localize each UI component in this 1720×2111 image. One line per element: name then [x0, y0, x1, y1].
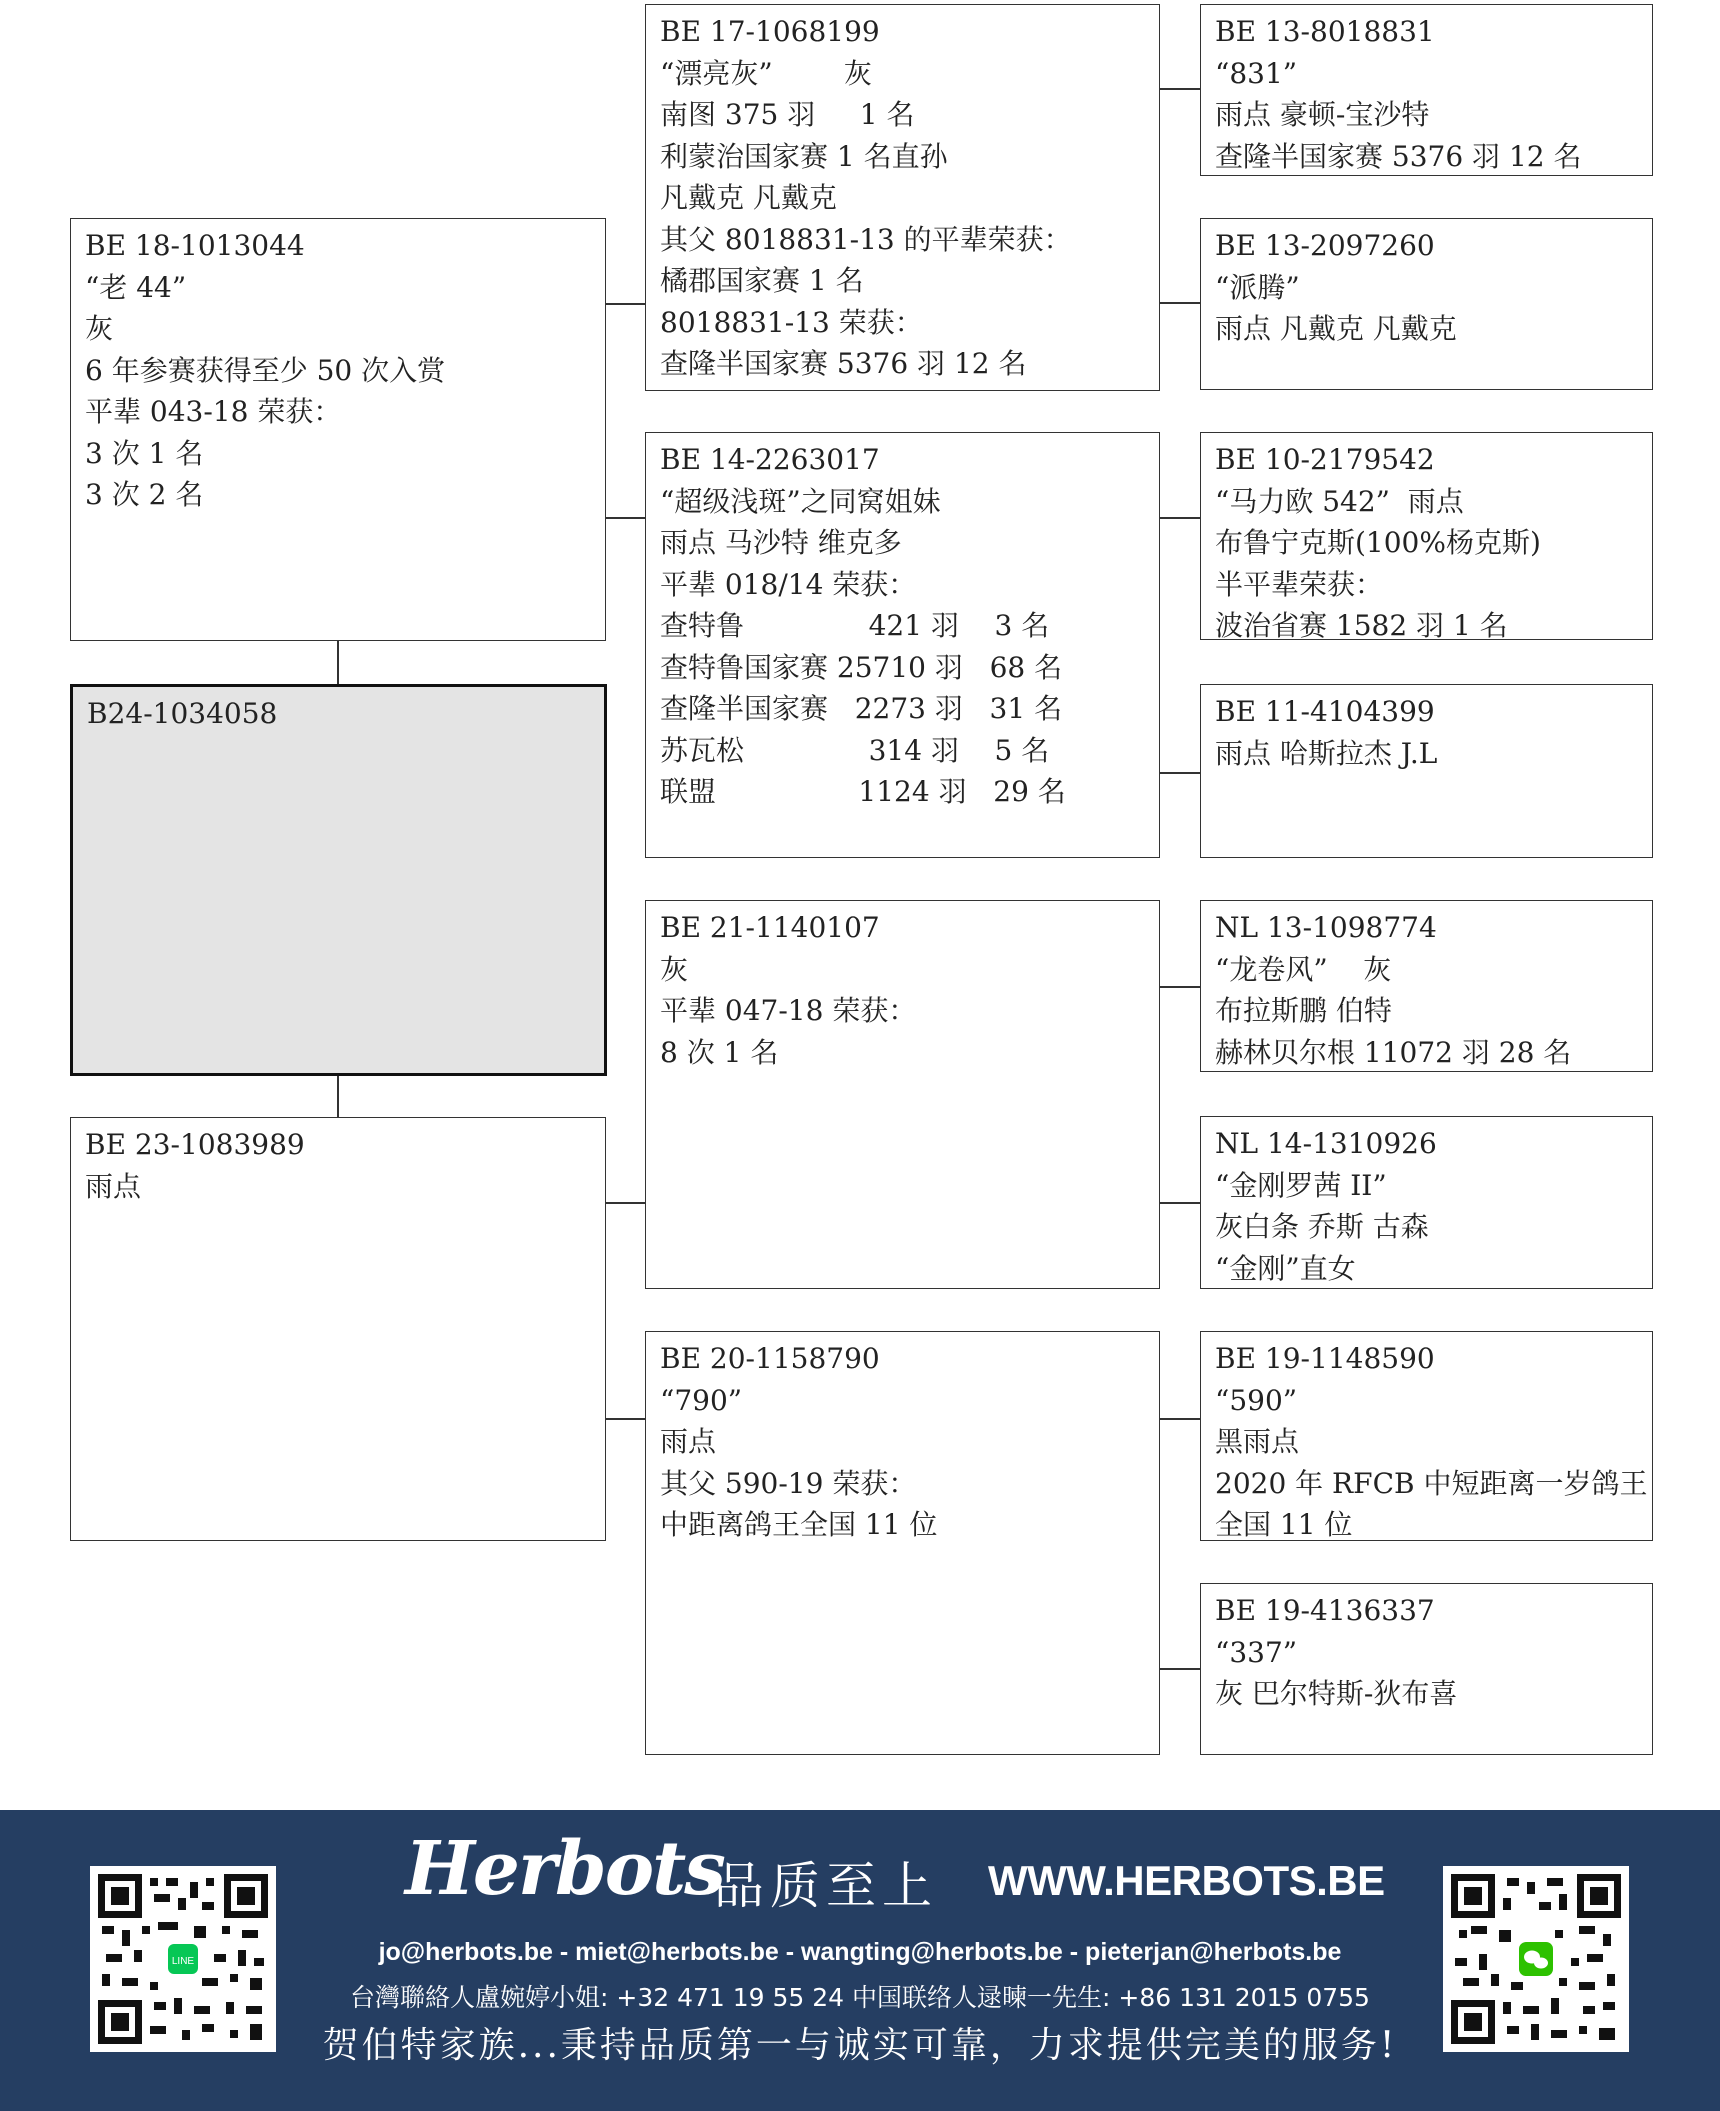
contact-phones: 台灣聯絡人盧婉婷小姐: +32 471 19 55 24 中国联络人逯暕一先生: +86 131 2015 0755 — [350, 1983, 1370, 2012]
card-line: BE 13-8018831 — [1215, 15, 1435, 48]
connector — [337, 640, 339, 686]
card-line: 其父 8018831-13 的平辈荣获： — [660, 222, 1072, 256]
card-line: BE 19-1148590 — [1215, 1342, 1435, 1375]
card-line: 灰 巴尔特斯-狄布喜 — [1215, 1677, 1458, 1710]
connector — [1159, 772, 1201, 774]
card-line: 凡戴克 凡戴克 — [660, 181, 837, 214]
card-line: BE 20-1158790 — [660, 1342, 880, 1375]
connector — [605, 517, 646, 519]
card-line: 雨点 豪顿-宝沙特 — [1215, 98, 1430, 131]
card-line: 2020 年 RFCB 中短距离一岁鸽王 — [1215, 1466, 1648, 1500]
connector — [1159, 517, 1201, 519]
card-line: 布鲁宁克斯(100%杨克斯) — [1215, 526, 1541, 559]
card-line: 联盟 1124 羽 29 名 — [660, 775, 1066, 808]
great-grandparent-card — [1200, 1116, 1653, 1289]
card-line: “龙卷风” 灰 — [1215, 952, 1392, 986]
card-line: 橘郡国家赛 1 名 — [660, 264, 864, 297]
wechat-qr-code[interactable] — [1443, 1866, 1629, 2052]
footer-banner — [0, 1810, 1720, 2111]
card-line: BE 17-1068199 — [660, 15, 880, 48]
card-line: BE 18-1013044 — [85, 229, 305, 262]
card-line: NL 13-1098774 — [1215, 911, 1437, 944]
card-line: BE 23-1083989 — [85, 1128, 305, 1161]
great-grandparent-card — [1200, 1331, 1653, 1541]
connector — [1159, 986, 1201, 988]
card-line: 南图 375 羽 1 名 — [660, 98, 915, 131]
dam-sire-card — [645, 900, 1160, 1289]
subject-ring-number: B24-1034058 — [87, 697, 278, 730]
card-line: BE 14-2263017 — [660, 443, 880, 476]
card-line: 半平辈荣获： — [1215, 567, 1384, 601]
card-line: 平辈 043-18 荣获： — [85, 395, 342, 428]
card-line: “马力欧 542” 雨点 — [1215, 484, 1464, 518]
card-line: BE 10-2179542 — [1215, 443, 1435, 476]
card-line: 利蒙治国家赛 1 名直孙 — [660, 139, 948, 173]
card-line: 平辈 018/14 荣获： — [660, 567, 917, 601]
great-grandparent-card — [1200, 684, 1653, 858]
connector — [1159, 1668, 1201, 1670]
card-line: “老 44” — [85, 270, 187, 304]
card-line: 平辈 047-18 荣获： — [660, 994, 917, 1027]
card-line: 灰 — [660, 952, 689, 986]
connector — [1159, 88, 1201, 90]
card-line: “派腾” — [1215, 270, 1300, 304]
card-line: BE 13-2097260 — [1215, 229, 1435, 262]
connector — [605, 1418, 646, 1420]
connector — [337, 1074, 339, 1118]
card-line: 全国 11 位 — [1215, 1508, 1353, 1541]
subject-card — [70, 684, 607, 1076]
card-line: 查特鲁国家赛 25710 羽 68 名 — [660, 650, 1063, 684]
card-line: 查隆半国家赛 5376 羽 12 名 — [660, 347, 1027, 380]
sire-dam-card — [645, 432, 1160, 858]
card-line: 3 次 2 名 — [85, 478, 204, 511]
card-line: “超级浅斑”之同窝姐妹 — [660, 484, 941, 518]
connector — [1159, 302, 1201, 304]
card-line: 雨点 — [660, 1425, 717, 1458]
great-grandparent-card — [1200, 4, 1653, 176]
great-grandparent-card — [1200, 218, 1653, 390]
great-grandparent-card — [1200, 900, 1653, 1072]
card-line: 雨点 凡戴克 凡戴克 — [1215, 312, 1457, 345]
card-line: “831” — [1215, 56, 1298, 90]
card-line: 查特鲁 421 羽 3 名 — [660, 609, 1050, 642]
card-line: BE 19-4136337 — [1215, 1594, 1435, 1627]
card-line: 雨点 哈斯拉杰 J.L — [1215, 736, 1438, 770]
slogan: 品质至上 — [714, 1857, 938, 1915]
card-line: 赫林贝尔根 11072 羽 28 名 — [1215, 1035, 1572, 1069]
card-line: 查隆半国家赛 5376 羽 12 名 — [1215, 139, 1582, 173]
card-line: 布拉斯鹏 伯特 — [1215, 994, 1392, 1027]
qr-pattern — [1451, 1874, 1621, 2044]
great-grandparent-card — [1200, 432, 1653, 640]
card-line: 6 年参赛获得至少 50 次入赏 — [85, 353, 446, 387]
card-line: “漂亮灰” 灰 — [660, 56, 872, 90]
connector — [605, 1202, 646, 1204]
card-line: 雨点 马沙特 维克多 — [660, 526, 902, 559]
dam-card — [70, 1117, 606, 1541]
herbots-logo: Herbots — [405, 1826, 724, 1912]
card-line: 灰 — [85, 312, 114, 345]
dam-dam-card — [645, 1331, 1160, 1755]
card-line: “金刚”直女 — [1215, 1251, 1356, 1285]
line-icon: LINE — [171, 1956, 195, 1967]
card-line: 其父 590-19 荣获： — [660, 1466, 917, 1500]
card-line: BE 21-1140107 — [660, 911, 880, 944]
card-line: 查隆半国家赛 2273 羽 31 名 — [660, 692, 1063, 725]
connector — [1159, 1418, 1201, 1420]
card-line: NL 14-1310926 — [1215, 1127, 1437, 1160]
sire-card — [70, 218, 606, 641]
sire-sire-card — [645, 4, 1160, 391]
card-line: BE 11-4104399 — [1215, 695, 1435, 728]
card-line: 中距离鸽王全国 11 位 — [660, 1508, 938, 1541]
card-line: “790” — [660, 1383, 743, 1417]
card-line: 灰白条 乔斯 古森 — [1215, 1210, 1429, 1243]
card-line: 雨点 — [85, 1169, 142, 1203]
card-line: 8018831-13 荣获： — [660, 305, 923, 339]
card-line: 黑雨点 — [1215, 1425, 1300, 1458]
email-addresses[interactable]: jo@herbots.be - miet@herbots.be - wangting@herbots.be - pieterjan@herbots.be — [378, 1938, 1342, 1966]
great-grandparent-card — [1200, 1583, 1653, 1755]
website-link[interactable]: WWW.HERBOTS.BE — [988, 1857, 1385, 1904]
card-line: 8 次 1 名 — [660, 1035, 779, 1069]
card-line: 苏瓦松 314 羽 5 名 — [660, 733, 1050, 767]
card-line: “337” — [1215, 1635, 1298, 1669]
connector — [605, 303, 646, 305]
connector — [1159, 1202, 1201, 1204]
card-line: “金刚罗茜 II” — [1215, 1168, 1387, 1202]
card-line: “590” — [1215, 1383, 1298, 1417]
tagline: 贺伯特家族...秉持品质第一与诚实可靠，力求提供完美的服务! — [322, 2025, 1398, 2066]
card-line: 3 次 1 名 — [85, 436, 204, 470]
card-line: 波治省赛 1582 羽 1 名 — [1215, 609, 1508, 640]
